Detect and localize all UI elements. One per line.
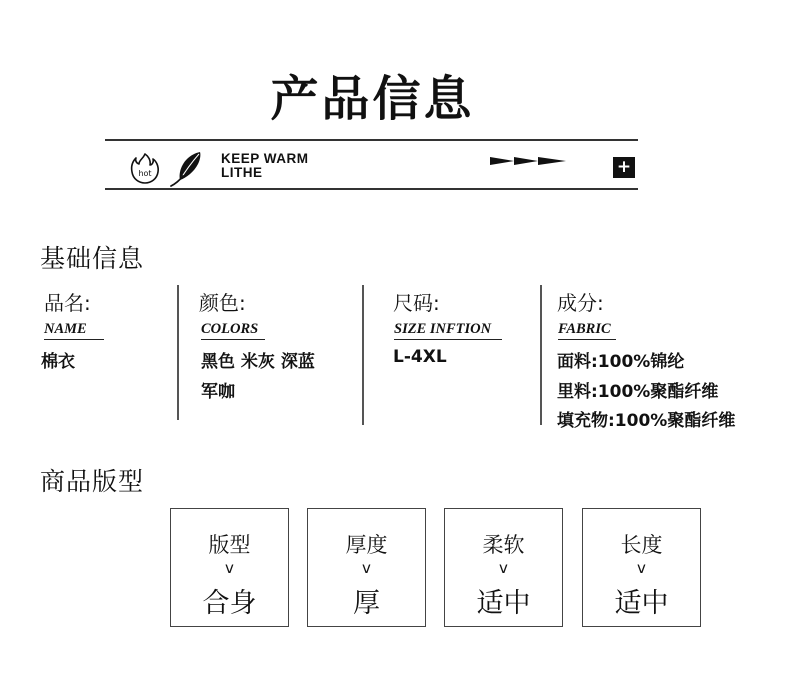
fit-box-label: 厚度 bbox=[345, 533, 388, 557]
banner-top-rule bbox=[105, 139, 638, 141]
fabric-value-filling: 填充物:100%聚酯纤维 bbox=[557, 411, 736, 431]
product-fit-title: 商品版型 bbox=[40, 467, 145, 496]
fit-box-label: 柔软 bbox=[482, 533, 525, 557]
colors-value-line-2: 军咖 bbox=[201, 382, 235, 402]
fit-box-label: 长度 bbox=[620, 533, 663, 557]
fit-box-arrow: v bbox=[362, 559, 371, 577]
banner-bottom-rule bbox=[105, 188, 638, 190]
triple-arrow-icon bbox=[490, 154, 566, 168]
fit-box-value: 厚 bbox=[353, 588, 380, 619]
fit-box-label: 版型 bbox=[208, 533, 251, 557]
banner-line-lithe: LITHE bbox=[221, 165, 263, 180]
fabric-en-label: FABRIC bbox=[558, 321, 616, 340]
column-divider bbox=[362, 285, 364, 425]
name-en-label: NAME bbox=[44, 321, 104, 340]
fit-box-arrow: v bbox=[225, 559, 234, 577]
column-divider bbox=[540, 285, 542, 425]
column-divider bbox=[177, 285, 179, 420]
size-value: L-4XL bbox=[393, 347, 447, 367]
fit-box-value: 合身 bbox=[202, 588, 257, 619]
fabric-value-shell: 面料:100%锦纶 bbox=[557, 352, 685, 372]
name-label: 品名: bbox=[44, 291, 91, 315]
page-title: 产品信息 bbox=[270, 71, 475, 127]
colors-en-label: COLORS bbox=[201, 321, 265, 340]
colors-label: 颜色: bbox=[199, 291, 246, 315]
feather-icon bbox=[170, 150, 204, 188]
fit-box-arrow: v bbox=[499, 559, 508, 577]
fit-box-type bbox=[170, 508, 289, 627]
fabric-label: 成分: bbox=[557, 291, 604, 315]
colors-value-line-1: 黑色 米灰 深蓝 bbox=[201, 352, 315, 372]
fit-box-value: 适中 bbox=[476, 588, 531, 619]
fit-box-arrow: v bbox=[637, 559, 646, 577]
hot-flame-icon bbox=[129, 152, 161, 184]
fit-box-length bbox=[582, 508, 701, 627]
hot-badge-text: hot bbox=[138, 169, 152, 178]
fit-box-softness bbox=[444, 508, 563, 627]
fabric-value-lining: 里料:100%聚酯纤维 bbox=[557, 382, 719, 402]
size-label: 尺码: bbox=[393, 291, 440, 315]
basic-info-title: 基础信息 bbox=[40, 244, 145, 273]
fit-box-value: 适中 bbox=[614, 588, 669, 619]
name-value: 棉衣 bbox=[41, 352, 75, 372]
banner-line-keep-warm: KEEP WARM bbox=[221, 151, 309, 166]
plus-icon: + bbox=[613, 157, 635, 178]
size-en-label: SIZE INFTION bbox=[394, 321, 502, 340]
fit-box-thickness bbox=[307, 508, 426, 627]
